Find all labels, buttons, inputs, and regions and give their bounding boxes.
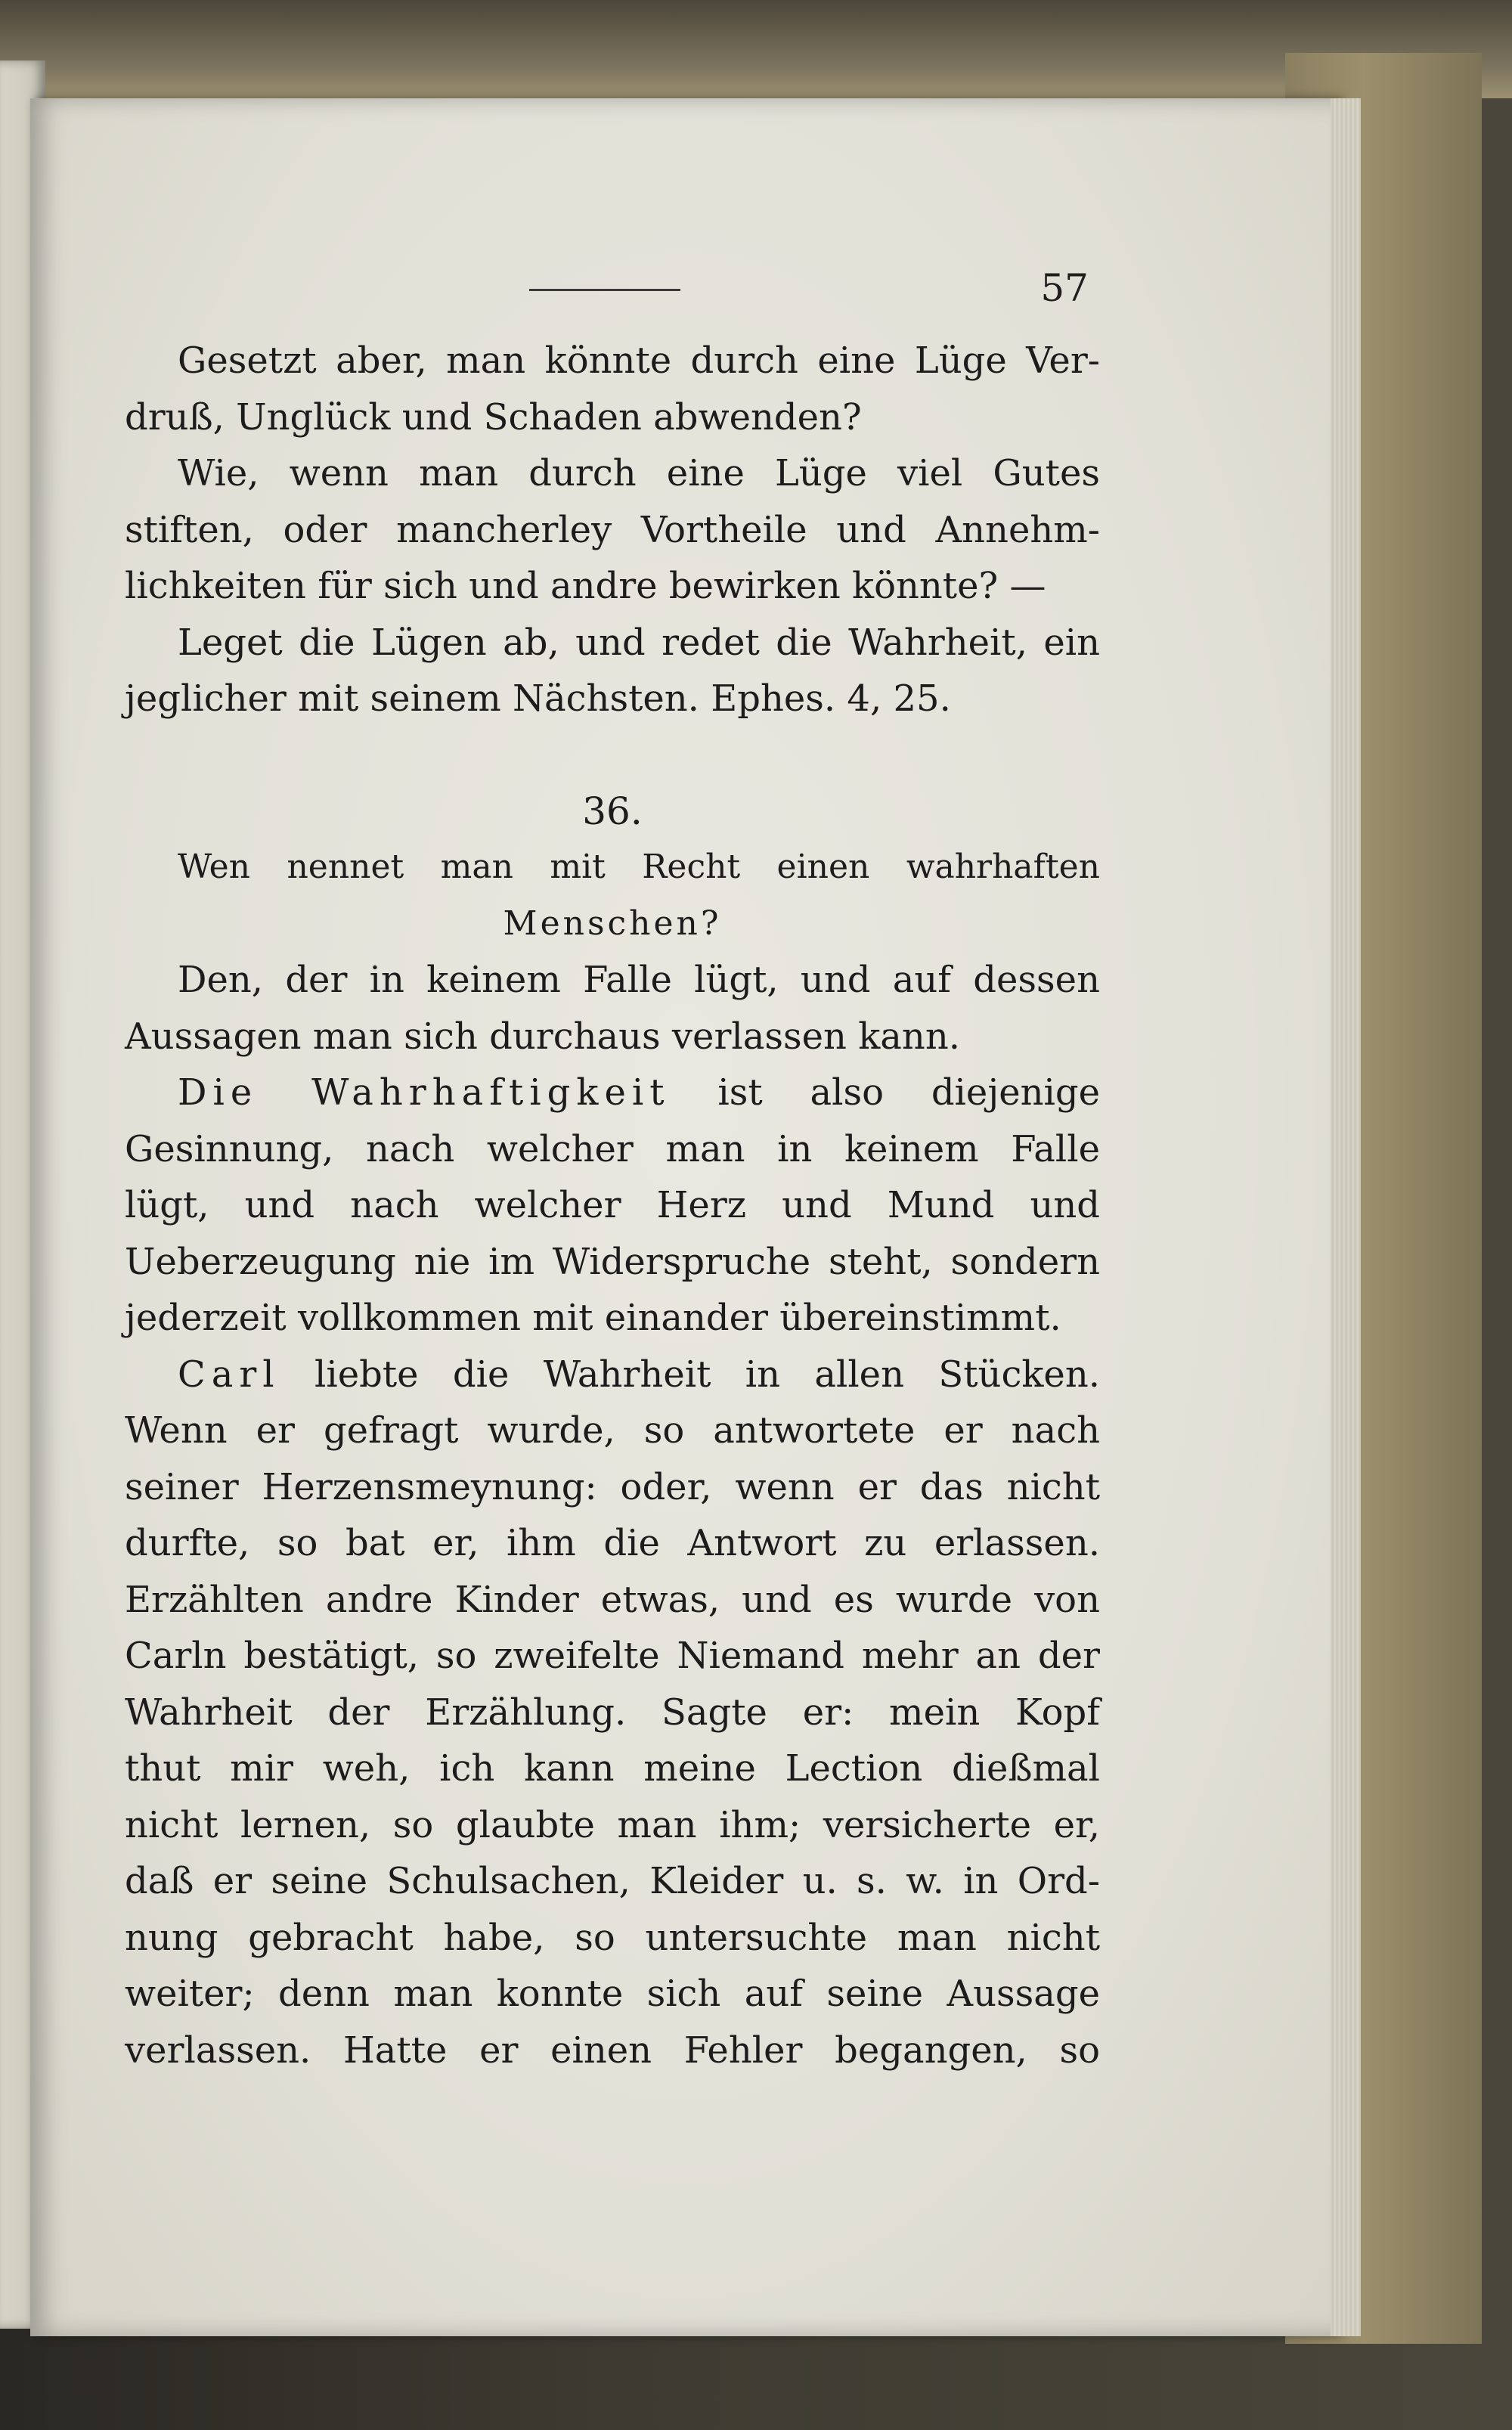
- text-line: daß er seine Schulsachen, Kleider u. s. w. in Ord-: [125, 1860, 1100, 1902]
- text-line: nung gebracht habe, so untersuchte man nicht: [125, 1916, 1100, 1959]
- text-line: lügt, und nach welcher Herz und Mund und: [125, 1184, 1100, 1226]
- story-lead: Carl: [178, 1353, 280, 1396]
- text-line: Ueberzeugung nie im Widerspruche steht, sondern: [125, 1240, 1100, 1283]
- page-fore-edge: [1331, 98, 1361, 2336]
- text-line: [125, 1347, 1100, 1403]
- text-line: thut mir weh, ich kann meine Lection dießmal: [125, 1747, 1100, 1790]
- text-line: weiter; denn man konnte sich auf seine Aussage: [125, 1973, 1100, 2015]
- text-line: Gesetzt aber, man könnte durch eine Lüge Ver-: [178, 339, 1100, 382]
- text-line: Erzählten andre Kinder etwas, und es wurde von: [125, 1578, 1100, 1621]
- text-line: Wie, wenn man durch eine Lüge viel Gutes: [178, 452, 1100, 494]
- section-number: 36.: [582, 789, 643, 833]
- page-text: [125, 333, 1100, 2078]
- text-line: [125, 1065, 1100, 1121]
- story-text: liebte die Wahrheit in allen Stücken.: [314, 1353, 1100, 1396]
- text-line: Gesinnung, nach welcher man in keinem Falle: [125, 1127, 1100, 1170]
- text-line: lichkeiten für sich und andre bewirken könnte? —: [125, 565, 1046, 607]
- text-line: durfte, so bat er, ihm die Antwort zu erlassen.: [125, 1522, 1100, 1564]
- text-line: jederzeit vollkommen mit einander übereinstimmt.: [125, 1297, 1061, 1339]
- text-line: Leget die Lügen ab, und redet die Wahrheit, ein: [178, 621, 1100, 664]
- header-rule: [529, 289, 680, 291]
- text-line: druß, Unglück und Schaden abwenden?: [125, 395, 862, 439]
- text-line: stiften, oder mancherley Vortheile und Annehm-: [125, 508, 1100, 551]
- text-line: Den, der in keinem Falle lügt, und auf dessen: [178, 959, 1100, 1001]
- text-line: nicht lernen, so glaubte man ihm; versicherte er,: [125, 1803, 1100, 1846]
- question-line: Wen nennet man mit Recht einen wahrhaften: [178, 848, 1100, 886]
- text-line: jeglicher mit seinem Nächsten. Ephes. 4, 25.: [125, 677, 951, 720]
- definition-text: ist also diejenige: [717, 1071, 1100, 1114]
- definition-lead: Die Wahrhaftigkeit: [178, 1071, 671, 1114]
- page-number: 57: [1040, 266, 1089, 310]
- text-line: seiner Herzensmeynung: oder, wenn er das nicht: [125, 1465, 1100, 1508]
- text-line: verlassen. Hatte er einen Fehler begangen, so: [125, 2029, 1100, 2072]
- question-line: Menschen?: [503, 904, 722, 943]
- text-line: Wahrheit der Erzählung. Sagte er: mein Kopf: [125, 1691, 1100, 1734]
- text-line: Aussagen man sich durchaus verlassen kann.: [125, 1015, 960, 1058]
- text-line: Wenn er gefragt wurde, so antwortete er nach: [125, 1409, 1100, 1452]
- text-line: Carln bestätigt, so zweifelte Niemand mehr an der: [125, 1635, 1100, 1677]
